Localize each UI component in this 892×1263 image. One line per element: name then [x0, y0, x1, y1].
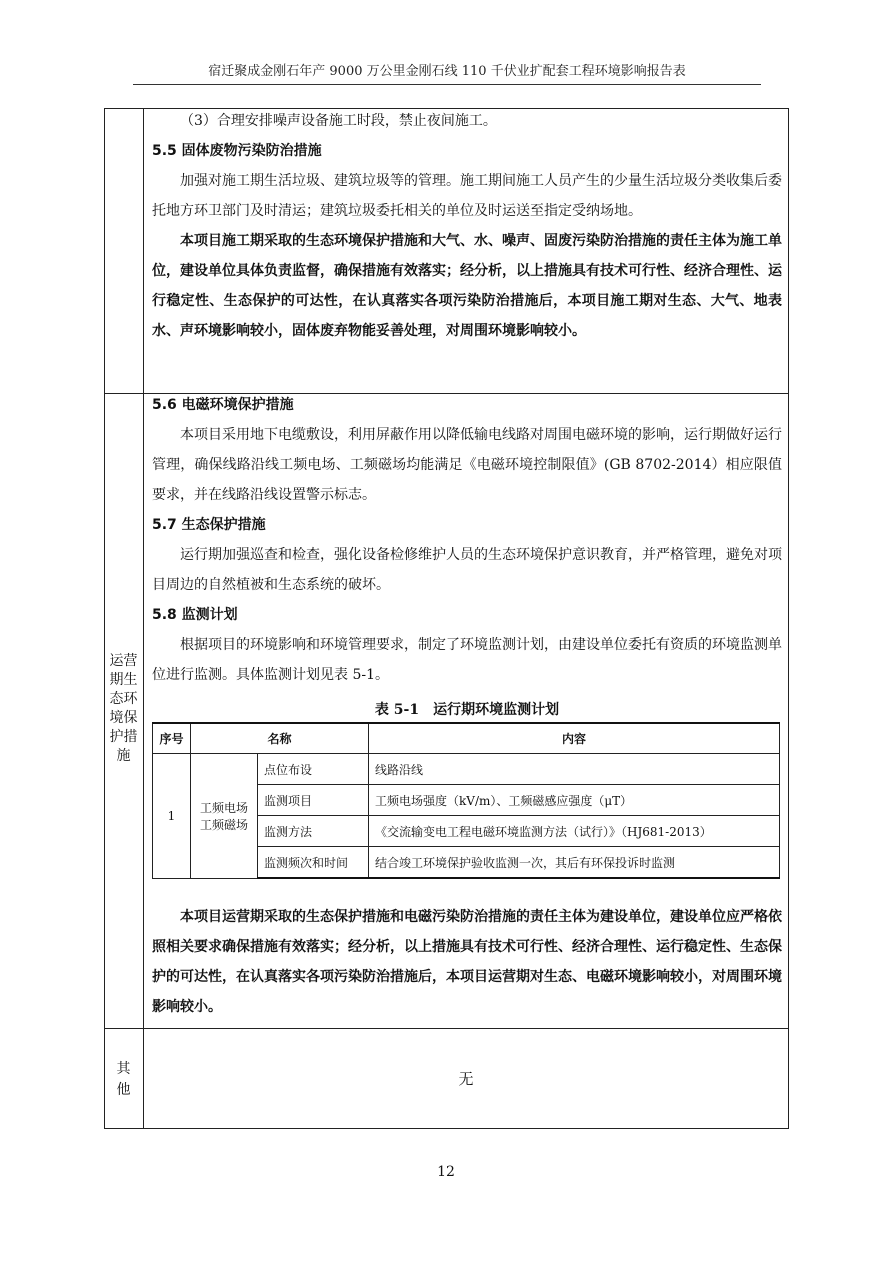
- table-row: [153, 754, 780, 785]
- side-label-line: 护措: [109, 729, 138, 745]
- cell-content: 工频电场强度（kV/m）、工频磁感应强度（μT）: [369, 785, 780, 816]
- cell-content: 线路沿线: [369, 754, 780, 785]
- operation-summary: 本项目运营期采取的生态保护措施和电磁污染防治措施的责任主体为建设单位，建设单位应严格依照相关要求确保措施有效落实；经分析，以上措施具有技术可行性、经济合理性、运行稳定性、生态保护的可达性，在认真落实各项污染防治措施后，本项目运营期对生态、电磁环境影响较小，对周围环境影响较小。: [152, 909, 782, 1015]
- cell-content: 《交流输变电工程电磁环境监测方法（试行）》（HJ681-2013）: [369, 816, 780, 847]
- paragraph-5-5: 加强对施工期生活垃圾、建筑垃圾等的管理。施工期间施工人员产生的少量生活垃圾分类收集后委托地方环卫部门及时清运；建筑垃圾委托相关的单位及时运送至指定受纳场地。: [152, 173, 782, 219]
- construction-section: [152, 106, 782, 346]
- side-label-line: 态环: [109, 691, 138, 707]
- table-header-row: [153, 723, 780, 754]
- other-side-label: [104, 1059, 143, 1101]
- cell-name: [191, 754, 258, 879]
- operation-summary-block: [152, 902, 782, 1022]
- page-number: 12: [437, 1164, 455, 1180]
- heading-5-6: 5.6 电磁环境保护措施: [152, 397, 294, 413]
- side-label-line: 境保: [109, 710, 138, 726]
- header-name: 名称: [191, 723, 369, 754]
- name-line: 工频电场: [199, 800, 248, 815]
- monitoring-table: [152, 722, 780, 879]
- noise-measure-3: （3）合理安排噪声设备施工时段，禁止夜间施工。: [180, 113, 497, 129]
- paragraph-5-7: 运行期加强巡查和检查，强化设备检修维护人员的生态环境保护意识教育，并严格管理，避免对项目周边的自然植被和生态系统的破坏。: [152, 547, 782, 593]
- side-label-line: 期生: [109, 672, 138, 688]
- side-label-line: 他: [116, 1082, 131, 1098]
- heading-5-7: 5.7 生态保护措施: [152, 517, 266, 533]
- cell-item: 监测方法: [258, 816, 369, 847]
- heading-5-5: 5.5 固体废物污染防治措施: [152, 143, 322, 159]
- page-header: 宿迁聚成金刚石年产 9000 万公里金刚石线 110 千伏业扩配套工程环境影响报告表: [133, 62, 761, 85]
- cell-item: 监测频次和时间: [258, 847, 369, 879]
- operation-section: [152, 390, 782, 690]
- side-label-line: 施: [116, 748, 131, 764]
- other-value: 无: [458, 1070, 474, 1088]
- column-divider: [143, 108, 144, 1129]
- operation-side-label: [104, 652, 143, 766]
- side-label-line: 其: [116, 1061, 131, 1077]
- cell-seq: 1: [153, 754, 191, 879]
- paragraph-5-8: 根据项目的环境影响和环境管理要求，制定了环境监测计划，由建设单位委托有资质的环境监测单位进行监测。具体监测计划见表 5-1。: [152, 637, 782, 683]
- paragraph-5-6: 本项目采用地下电缆敷设，利用屏蔽作用以降低输电线路对周围电磁环境的影响，运行期做好运行管理，确保线路沿线工频电场、工频磁场均能满足《电磁环境控制限值》(GB 8702-2014）相应限值要求，并在线路沿线设置警示标志。: [152, 427, 782, 503]
- cell-item: 点位布设: [258, 754, 369, 785]
- cell-item: 监测项目: [258, 785, 369, 816]
- construction-summary: 本项目施工期采取的生态环境保护措施和大气、水、噪声、固废污染防治措施的责任主体为施工单位，建设单位具体负责监督，确保措施有效落实；经分析，以上措施具有技术可行性、经济合理性、运行稳定性、生态保护的可达性，在认真落实各项污染防治措施后，本项目施工期对生态、大气、地表水、声环境影响较小，固体废弃物能妥善处理，对周围环境影响较小。: [152, 233, 782, 339]
- table-title: 表 5-1 运行期环境监测计划: [374, 702, 560, 718]
- side-label-line: 运营: [109, 653, 138, 669]
- name-line: 工频磁场: [199, 817, 248, 832]
- header-content: 内容: [369, 723, 780, 754]
- cell-content: 结合竣工环境保护验收监测一次，其后有环保投诉时监测: [369, 847, 780, 879]
- row-divider-2: [104, 1028, 789, 1029]
- header-seq: 序号: [153, 723, 191, 754]
- heading-5-8: 5.8 监测计划: [152, 607, 238, 623]
